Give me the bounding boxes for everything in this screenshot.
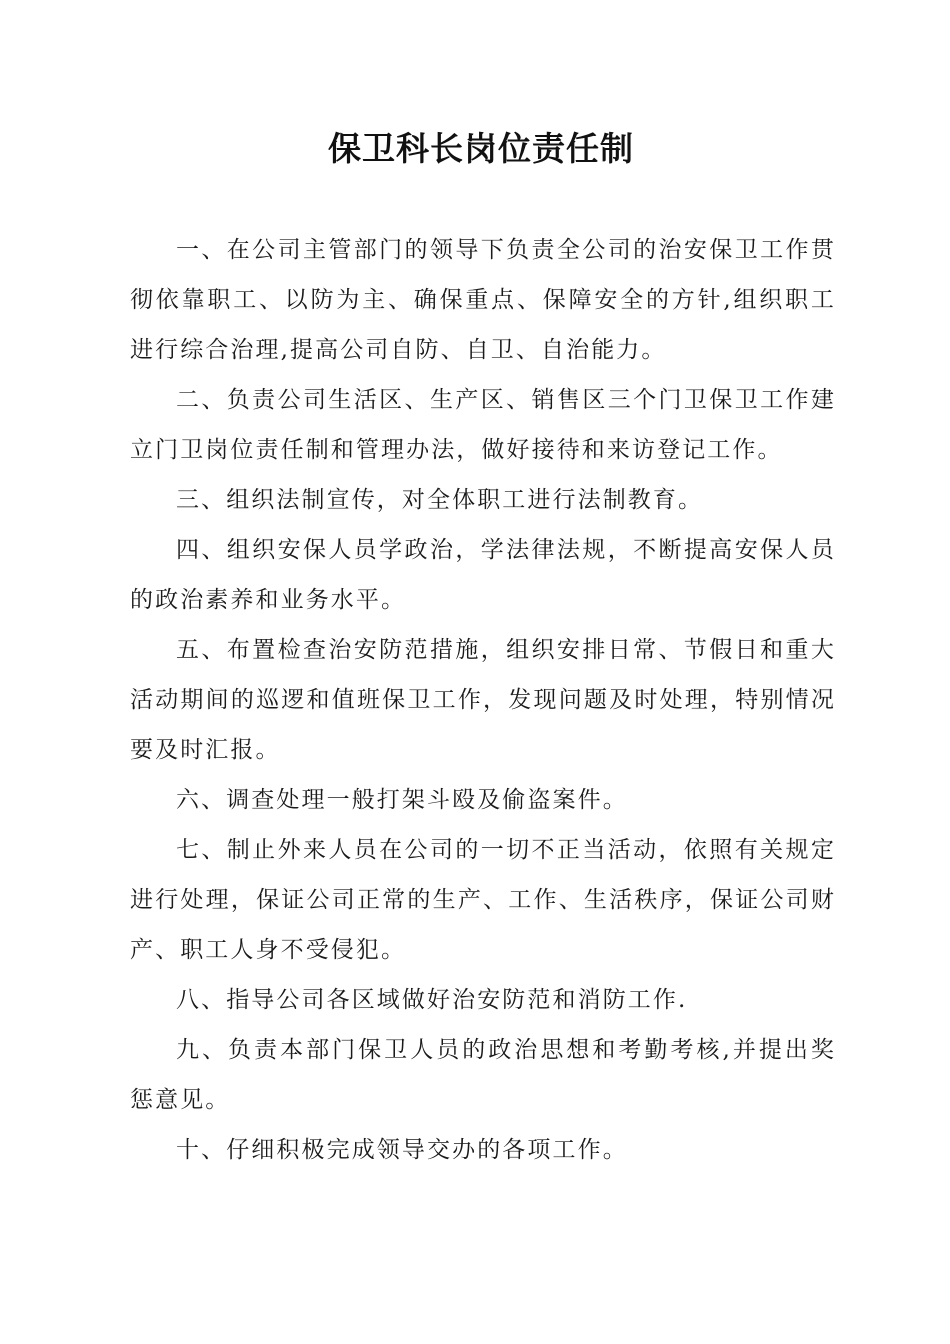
clause-8: 八、指导公司各区域做好治安防范和消防工作. bbox=[176, 987, 688, 1013]
clause-9: 九、负责本部门保卫人员的政治思想和考勤考核,并提出奖惩意见。 bbox=[130, 1037, 836, 1113]
clause-1: 一、在公司主管部门的领导下负责全公司的治安保卫工作贯彻依靠职工、以防为主、确保重点、保障安全的方针,组织职工进行综合治理,提高公司自防、自卫、自治能力。 bbox=[130, 237, 836, 363]
clause-2: 二、负责公司生活区、生产区、销售区三个门卫保卫工作建立门卫岗位责任制和管理办法，做好接待和来访登记工作。 bbox=[130, 387, 836, 463]
document-body bbox=[130, 225, 836, 1175]
clause-6: 六、调查处理一般打架斗殴及偷盗案件。 bbox=[176, 787, 628, 813]
clause-3: 三、组织法制宣传，对全体职工进行法制教育。 bbox=[176, 487, 704, 513]
document-title: 保卫科长岗位责任制 bbox=[328, 129, 634, 168]
clause-4: 四、组织安保人员学政治，学法律法规，不断提高安保人员的政治素养和业务水平。 bbox=[130, 537, 836, 613]
clause-10: 十、仔细积极完成领导交办的各项工作。 bbox=[176, 1137, 628, 1163]
clause-5: 五、布置检查治安防范措施，组织安排日常、节假日和重大活动期间的巡逻和值班保卫工作，发现问题及时处理，特别情况要及时汇报。 bbox=[130, 637, 836, 763]
clause-7: 七、制止外来人员在公司的一切不正当活动，依照有关规定进行处理，保证公司正常的生产、工作、生活秩序，保证公司财产、职工人身不受侵犯。 bbox=[130, 837, 836, 963]
